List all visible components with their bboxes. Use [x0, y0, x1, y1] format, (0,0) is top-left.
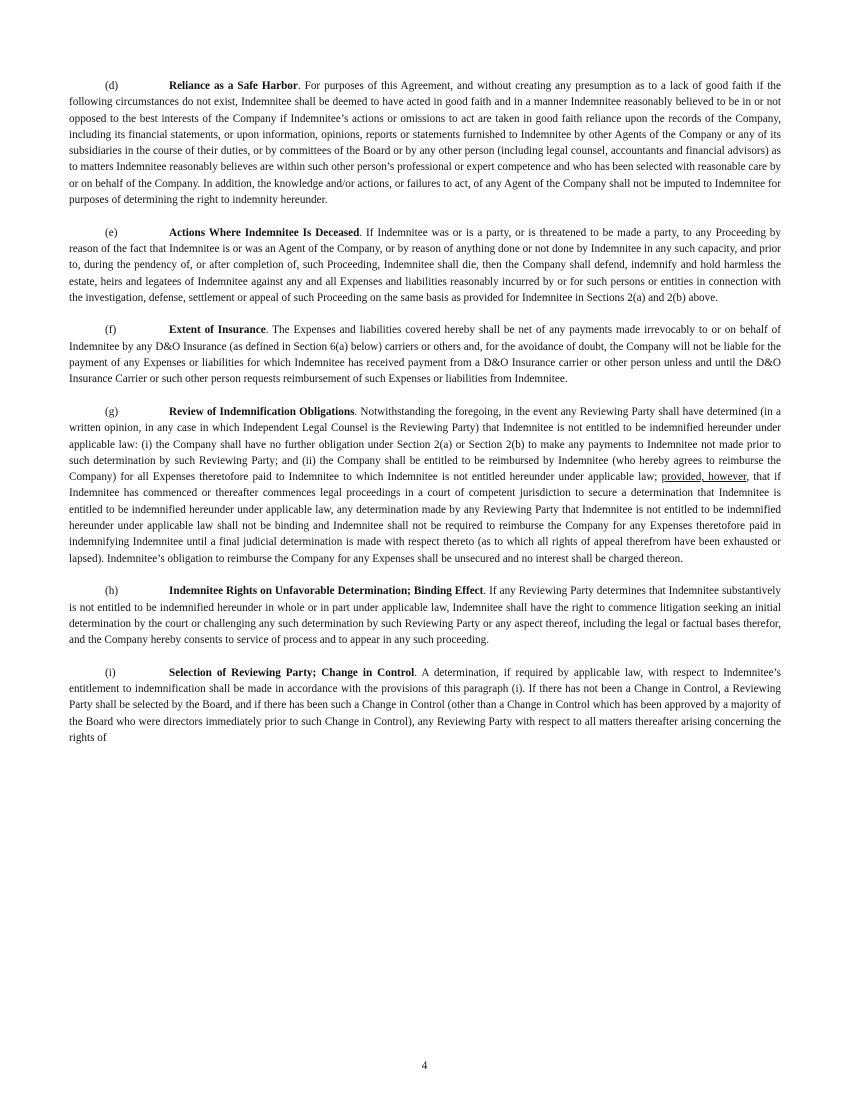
paragraph-i: [69, 665, 781, 746]
paragraph-g: [69, 404, 781, 567]
paragraph-heading: Extent of Insurance: [169, 324, 266, 337]
paragraph-d: [69, 78, 781, 208]
paragraph-h: [69, 583, 781, 648]
document-body: [69, 78, 781, 762]
paragraph-label: (d): [105, 80, 119, 92]
paragraph-text: . If any Reviewing Party determines that Indemnitee substantively is not entitled to be indemnified hereunder in whole or in part under applicable law, Indemnitee shall have the right to commence litigation seeking an initial determination by the court or challenging any such determination by such Reviewing Party or any aspect thereof, including the legal or factual bases therefor, and the Company hereby consents to service of process and to appear in any such proceeding.: [69, 585, 781, 647]
paragraph-text: . If Indemnitee was or is a party, or is threatened to be made a party, to any Proceeding by reason of the fact that Indemnitee is or was an Agent of the Company, or by reason of anything done or not done by Indemnitee in any such capacity, and prior to, during the pendency of, or after completion of, such Proceeding, Indemnitee shall die, then the Company shall defend, indemnify and hold harmless the estate, heirs and legatees of Indemnitee against any and all Expenses and liabilities reasonably incurred by or for such persons or entities in connection with the investigation, defense, settlement or appeal of such Proceeding on the same basis as provided for Indemnitee in Sections 2(a) and 2(b) above.: [69, 226, 781, 304]
paragraph-text: . The Expenses and liabilities covered hereby shall be net of any payments made irrevocably to or on behalf of Indemnitee by any D&O Insurance (as defined in Section 6(a) below) carriers or others and, for the avoidance of doubt, the Company will not be liable for the payment of any Expenses or liabilities for which Indemnitee has received payment from a D&O Insurance carrier or other person unless and until the D&O Insurance Carrier or such other person requests reimbursement of such Expenses or liabilities from Indemnitee.: [69, 324, 781, 386]
paragraph-heading: Indemnitee Rights on Unfavorable Determination; Binding Effect: [169, 585, 484, 598]
paragraph-text: . A determination, if required by applicable law, with respect to Indemnitee’s entitlement to indemnification shall be made in accordance with the provisions of this paragraph (i). If there has not been a Change in Control, a Reviewing Party shall be selected by the Board, and if there has been such a Change in Control (other than a Change in Control which has been approved by a majority of the Board who were directors immediately prior to such Change in Control), any Reviewing Party with respect to all matters thereafter arising concerning the rights of: [69, 666, 781, 744]
paragraph-text-continued: , that if Indemnitee has commenced or thereafter commences legal proceedings in a court of competent jurisdiction to secure a determination that Indemnitee is entitled to be indemnified hereunder under applicable law, any determination made by any Reviewing Party that Indemnitee is not entitled to be indemnified hereunder under applicable law shall not be binding and Indemnitee shall not be required to reimburse the Company for any Expenses theretofore paid in indemnifying Indemnitee until a final judicial determination is made with respect thereto (as to which all rights of appeal therefrom have been exhausted or lapsed). Indemnitee’s obligation to reimburse the Company for any Expenses shall be unsecured and no interest shall be charged thereon.: [69, 471, 781, 565]
paragraph-heading: Selection of Reviewing Party; Change in Control: [169, 666, 415, 679]
paragraph-label: (f): [105, 324, 117, 337]
paragraph-e: [69, 225, 781, 306]
page-number: 4: [421, 1060, 428, 1072]
paragraph-label: (g): [105, 405, 119, 418]
paragraph-heading: Review of Indemnification Obligations: [169, 405, 355, 418]
paragraph-label: (i): [105, 666, 116, 679]
paragraph-text: . Notwithstanding the foregoing, in the event any Reviewing Party shall have determined (in a written opinion, in any case in which Independent Legal Counsel is the Reviewing Party) that Indemnitee is not entitled to be indemnified hereunder under applicable law: (i) the Company shall have no further obligation under Section 2(a) or Section 2(b) to make any payments to Indemnitee not made prior to such determination by such Reviewing Party; and (ii) the Company shall be entitled to be reimbursed by Indemnitee (who hereby agrees to reimburse the Company) for all Expenses theretofore paid to Indemnitee to which Indemnitee is not entitled hereunder under applicable law;: [69, 405, 781, 484]
paragraph-label: (e): [105, 226, 118, 239]
paragraph-label: (h): [105, 585, 119, 598]
paragraph-heading: Actions Where Indemnitee Is Deceased: [169, 226, 360, 239]
underlined-term: provided, however: [661, 471, 747, 484]
paragraph-heading: Reliance as a Safe Harbor: [169, 80, 298, 92]
paragraph-f: [69, 322, 781, 387]
paragraph-text: . For purposes of this Agreement, and without creating any presumption as to a lack of good faith if the following circumstances do not exist, Indemnitee shall be deemed to have acted in good faith and in a manner Indemnitee reasonably believed to be in or not opposed to the best interests of the Company if Indemnitee’s actions or omissions to act are taken in good faith reliance upon the records of the Company, including its financial statements, or upon information, opinions, reports or statements furnished to Indemnitee by other Agents of the Company or any of its subsidiaries in the course of their duties, or by committees of the Board or by any other person (including legal counsel, accountants and financial advisors) as to matters Indemnitee reasonably believes are within such other person’s professional or expert competence and who has been selected with reasonable care by or on behalf of the Company. In addition, the knowledge and/or actions, or failures to act, of any Agent of the Company shall not be imputed to Indemnitee for purposes of determining the right to indemnity hereunder.: [69, 80, 782, 207]
